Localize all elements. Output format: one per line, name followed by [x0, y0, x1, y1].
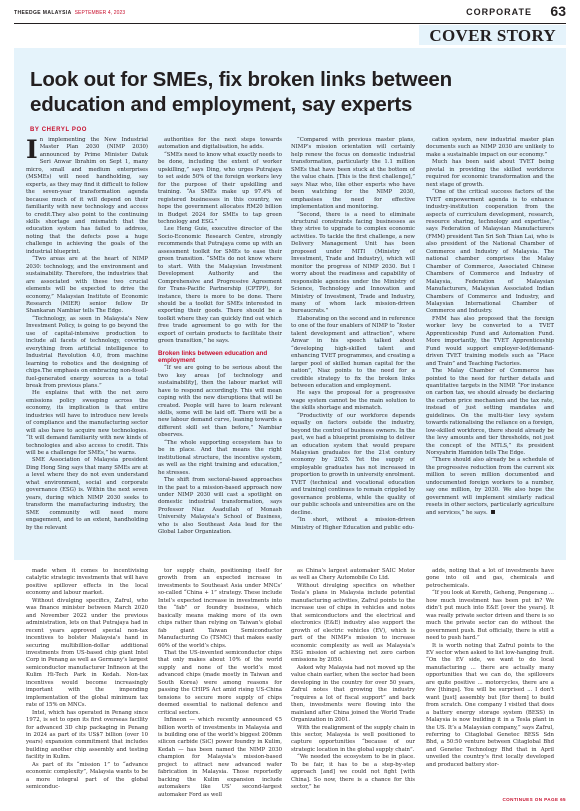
- paragraph: “In short, without a mission-driven Ministry of Higher Education and public edu-: [291, 517, 415, 531]
- paragraph: Elaborating on the second and in reference to one of the four enablers of NIMP to “foster talent development and attraction”, where Anwar in his speech talked about “developing high-skilled talent and enhancing TVET programmes, and creating a larger pool of skilled human capital for the nation”, Niaz points to the need for a credible strategy to fix the broken links between education and employment.: [291, 315, 415, 389]
- paragraph: With the realignment of the supply chain in this sector, Malaysia is well positioned to capture opportunities “because of our strategic location in the global supply chain”.: [291, 724, 415, 753]
- paragraph: He explains that with the net zero emissions policy sweeping across the economy, its implication is that entire industries will have to introduce new levels of compliance and the manufacturing sector will also have to acquire new technologies. “It will demand familiarity with new kinds of technologies and also access to credit. This will be a challenge for SMEs,” he warns.: [26, 390, 148, 457]
- paragraph: “If we are going to be serious about the two key areas [of technology and sustainability], then the labour market will have to respond accordingly. This will mean coping with the new disruptions that will be created. People will have to learn relevant skills, some will be laid off. There will be a new labour demand curve, leaning towards a different skill set than before,” Nambiar observes.: [158, 365, 282, 439]
- paragraph: “We needed the ecosystem to be in place. To be fair, it has to be a step-by-step approach [and] we could not fight [with China]. So now, there is a chance for this sector,” he: [291, 754, 415, 791]
- article-column-4: [426, 137, 554, 557]
- paragraph: Lee Heng Guie, executive director of the Socio-Economic Research Centre, strongly recommends that Putrajaya come up with an assessment toolkit for SMEs to ease their green transition. “SMEs do not know where to start. With the Malaysian Investment Development Authority and the Comprehensive and Progressive Agreement for Trans-Pacific Partnership (CPTPP), for instance, there is more to be done. There should be a toolkit for SMEs interested in exporting their goods. There should be a toolkit where they can quickly find out which free trade agreement to go with for the export of certain products to facilitate their green transition,” he says.: [158, 226, 282, 345]
- paragraph: He says the proposal for a progressive wage system cannot be the main solution to the skills shortage and mismatch.: [291, 390, 415, 412]
- paragraph: Intel, which has operated in Penang since 1972, is set to open its first overseas facility for advanced 3D chip packaging in Penang in 2024 as part of its US$7 billion (over 10 years) expansion commitment that includes building another chip assembly and testing facility in Kulim.: [26, 709, 148, 761]
- paragraph: cation system, new industrial master plan documents such as NIMP 2030 are unlikely to make a sustainable impact on our economy.”: [426, 137, 554, 158]
- section-label: CORPORATE: [466, 7, 532, 17]
- paragraph: “If you look at Kereth, Geheng, Pengerang ... how much investment has been put in? We didn’t put much into E&E [over the years]. It was really private sector driven and there is so much the private sector can do without the government push. But officially, there is still a need to push hard.”: [426, 590, 554, 642]
- continued-column-2: [158, 568, 282, 798]
- publication-name: EDGE MALAYSIA: [25, 10, 72, 16]
- cover-story-banner: COVER STORY: [419, 25, 566, 45]
- page-number: 63: [550, 3, 566, 19]
- paragraph: The shift from sectoral-based approaches in the past to a mission-based approach now under NIMP 2030 will cast a spotlight on domestic industrial transformation, says Professor Niaz Asadullah of Monash University Malaysia’s School of Business, who is also Southeast Asia lead for the Global Labor Organization.: [158, 477, 282, 536]
- continued-column-3: [291, 568, 415, 798]
- header-rule: [14, 23, 566, 24]
- headline: Look out for SMEs, fix broken links between education and employment, say experts: [30, 68, 452, 116]
- continued-column-1: [26, 568, 148, 798]
- paragraph: “Productivity of our workforce depends equally on factors outside the industry, beyond the control of business owners. In the past, we had a blueprint promising to deliver an education system that would prepare Malaysian graduates for the 21st century economy by 2025. Yet the supply of employable graduates has not increased in proportion to growth in university enrolment. TVET (technical and vocational education and training) continues to remain crippled by governance problems, while the quality of our public schools and universities are on the decline.: [291, 412, 415, 516]
- paragraph: authorities for the next steps towards automation and digitalisation, he adds.: [158, 137, 282, 151]
- paragraph: That the US-invented semiconductor chips that only makes about 10% of the world supply and none of the world’s most advanced chips (made mostly in Taiwan and South Korea) were among reasons for passing the CHIPS Act amid rising US-China tensions to secure more supply of chips deemed essential to national defence and critical sectors.: [158, 649, 282, 716]
- paragraph: As part of its “mission 1” to “advance economic complexity”, Malaysia wants to be a more integral part of the global semiconduc-: [26, 761, 148, 791]
- paragraph: “SMEs need to know what exactly needs to be done, including the extent of worker upskilling,” says Ding, who urges Putrajaya to set aside 50% of the foreign workers levy for the purpose of their upskilling and training. “As SMEs make up 97.4% of registered businesses in this country, we hope the government allocates RM20 billion in Budget 2024 for SMEs to tap green technology and ESG.”: [158, 151, 282, 225]
- paragraph: Without divulging specifics, Zafrul, who was finance minister between March 2020 and November 2022 under the previous administration, lets on that Putrajaya had in recent years approved special non-tax incentives to bolster Malaysia’s hand in securing multibillion-dollar additional investments from US-based chip giant Intel Corp in Penang as well as Germany’s largest semiconductor manufacturer Infineon at the Kulim Hi-Tech Park in Kedah. Non-tax incentives would become increasingly important with the impending implementation of the global minimum tax rate of 15% on MNCs.: [26, 597, 148, 709]
- paragraph: “The whole supporting ecosystem has to be in place. And that means the right institutional structure, the incentive system, as well as the right training and education,” he stresses.: [158, 439, 282, 476]
- section-subhead: Broken links between education and employment: [158, 349, 268, 364]
- paragraph: Much has been said about TVET being pivotal in providing the skilled workforce required for economic transformation and the next stage of growth.: [426, 159, 554, 188]
- article-column-1: [26, 137, 148, 557]
- paragraph: The Malay Chamber of Commerce has pointed to the need for further details and quantitative targets in the NIMP. “For instance on carbon tax, we should already be declaring the carbon price mechanism and the tax rate, instead of just setting mandates and guidelines. On the multi-tier levy system towards rationalising the reliance on a foreign, low-skilled workforce, there should already be the levy amounts and tier thresholds, not just the concept of the MTLS,” its president Norsyahrin Hamidon tells The Edge.: [426, 368, 554, 457]
- paragraph: made when it comes to incentivising catalytic strategic investments that will have positive spillover effects in the local economy and labour market.: [26, 568, 148, 597]
- paragraph: tor supply chain, positioning itself for growth from an expected increase in investments to Southeast Asia under MNCs’ so-called “China + 1” strategy. These include Intel’s expected increase in investments into the “fab” or foundry business, which basically means making more of its own chips rather than relying on Taiwan’s global fab giant Taiwan Semiconductor Manufacturing Co (TSMC) that makes easily 60% of the world’s chips.: [158, 568, 282, 649]
- article-column-3: [291, 137, 415, 557]
- drop-cap: I: [26, 137, 38, 164]
- paragraph: It is worth noting that Zafrul points to the EV sector when asked to list low-hanging fruit. “On the EV side, we want to do local manufacturing ... there are actually many opportunities that we can do, the spillovers are quite positive ... motorcycles, there are a few [things]. You will be surprised ... I don’t want [just] assembly but [for them] to build from scratch. One company I visited that does a battery energy storage system (BESS) in Malaysia is now building it in a Tesla plant in the US. It’s a Malaysian company,” says Zafrul, referring to Citaglobal Genetec BESS Sdn Bhd, a 50:50 venture between Citaglobal Bhd and Genetec Technology Bhd that in April unveiled the country’s first locally developed and produced battery stor-: [426, 642, 554, 768]
- paragraph: Infineon — which recently announced €5 billion worth of investments in Malaysia and is building one of the world’s biggest 200mm silicon carbide (SiC) power foundry in Kulim, Kedah — has been named the NIMP 2030 champion for Malaysia’s mission-based project to attract new advanced wafer fabrication in Malaysia. Those reportedly backing the Kulim expansion include automakers like US’ second-largest automaker Ford as well: [158, 717, 282, 798]
- publication-masthead: [14, 10, 125, 17]
- article-column-2: [158, 137, 282, 557]
- paragraph: “There should also already be a schedule of the progressive reduction from the current six million to seven million documented and undocumented foreign workers to a number, say one million, by 2030. We also hope the government will implement similarly radical resets in other sectors, particularly agriculture and services,” he says.: [426, 457, 554, 516]
- paragraph: “One of the critical success factors of the TVET empowerment agenda is to enhance industry-institution cooperation from the aspects of curriculum development, research, resource sharing, technology and expertise,” says Federation of Malaysian Manufacturers (FMM) president Tan Sri Soh Thian Lai, who is also president of the National Chamber of Commerce and Industry of Malaysia. The national chamber comprises the Malay Chamber of Commerce, Associated Chinese Chambers of Commerce and Industry of Malaysia, Federation of Malaysian Manufacturers, Malaysian Associated Indian Chambers of Commerce and Industry, and Malaysian International Chamber of Commerce and Industry.: [426, 189, 554, 315]
- paragraph: “Two areas are at the heart of NIMP 2030: technology, and the environment and sustainability. Therefore, the industries that are associated with these two crucial elements will be expected to drive the economy,” Malaysian Institute of Economic Research (MIER) senior fellow Dr Shankaran Nambiar tells The Edge.: [26, 256, 148, 315]
- paragraph: as China’s largest automaker SAIC Motor as well as Chery Automobile Co Ltd.: [291, 568, 415, 582]
- paragraph: adds, noting that a lot of investments have gone into oil and gas, chemicals and petrochemicals.: [426, 568, 554, 589]
- continues-on-page-link[interactable]: CONTINUES ON PAGE 65: [502, 797, 566, 802]
- issue-date: SEPTEMBER 4, 2023: [74, 10, 126, 16]
- byline: BY CHERYL POO: [30, 127, 88, 133]
- continued-column-4: [426, 568, 554, 794]
- end-mark-icon: [491, 510, 495, 514]
- paragraph: n implementing the New Industrial Master Plan 2030 (NIMP 2030) announced by Prime Minister Datuk Seri Anwar Ibrahim on Sept 1, many micro, small and medium enterprises (MSMEs) will need handholding, say experts, as they may find it difficult to follow the seven-year transformation agenda because much of it will depend on their familiarity with new technology and access to credit.They also point to the continuing skills shortage and mismatch that the education system has failed to address, noting that the defects pose a huge challenge in achieving the goals of the industrial blueprint.: [26, 137, 148, 255]
- paragraph: “Second, there is a need to eliminate structural constraints facing businesses as they strive to upgrade to complex economic activities. To tackle the first challenge, a new Delivery Management Unit has been proposed under MITI (Ministry of Investment, Trade and Industry), which will monitor the progress of NIMP 2030. But I worry about the readiness and capability of responsible agencies under the Ministry of Science, Technology and Innovation and Ministry of Investment, Trade and Industry, many of whom lack mission-driven bureaucrats.”: [291, 211, 415, 315]
- paragraph: FMM has also proposed that the foreign worker levy be converted to a TVET Apprenticeship Fund and Automation Fund. More importantly, the TVET Apprenticeship Fund would support employer-led/demand-driven TVET training models such as “Place and Train” and Teaching Factories.: [426, 315, 554, 367]
- paragraph: “Compared with previous master plans, NIMP’s mission orientation will certainly help renew the focus on domestic industrial transformation, particularly the 1.1 million SMEs that have been stuck at the bottom of the value chain. [This is the first challenge],” says Niaz who, like other experts who have been watching for the NIMP 2030, emphasises the need for effective implementation and monitoring.: [291, 137, 415, 211]
- paragraph: “Technology, as seen in Malaysia’s New Investment Policy, is going to go beyond the use of capital-intensive production to include all facets of technology, covering everything from artificial intelligence to Industrial Revolution 4.0, from machine learning to robotics and the designing of chips.The emphasis on embracing non-fossil-fuel-generated energy sources is a total break from previous plans.”: [26, 315, 148, 389]
- paragraph: SME Association of Malaysia president Ding Hong Sing says that many SMEs are at a level where they do not even understand what environment, social and corporate governance (ESG) is. Within the next seven years, during which NIMP 2030 seeks to transform the manufacturing industry, the SME community will need more engagement, and to an extent, handholding by the relevant: [26, 457, 148, 531]
- paragraph: Asked why Malaysia had not moved up the value chain earlier, when the sector had been developing in the country for over 50 years, Zafrul notes that growing the industry “requires a lot of fiscal support” and back then, investments were flowing into the mainland after China joined the World Trade Organization in 2001.: [291, 664, 415, 724]
- paragraph: Without divulging specifics on whether Tesla’s plans in Malaysia include potential manufacturing activities, Zafrul points to the increase use of chips in vehicles and notes that semiconductors and the electrical and electronics (E&E) industry also support the growth of electric vehicles (EV), which is part of the NIMP’s mission to increase economic complexity as well as Malaysia’s ESG mission of achieving net zero carbon emissions by 2050.: [291, 582, 415, 664]
- publication-word: THE: [14, 10, 26, 16]
